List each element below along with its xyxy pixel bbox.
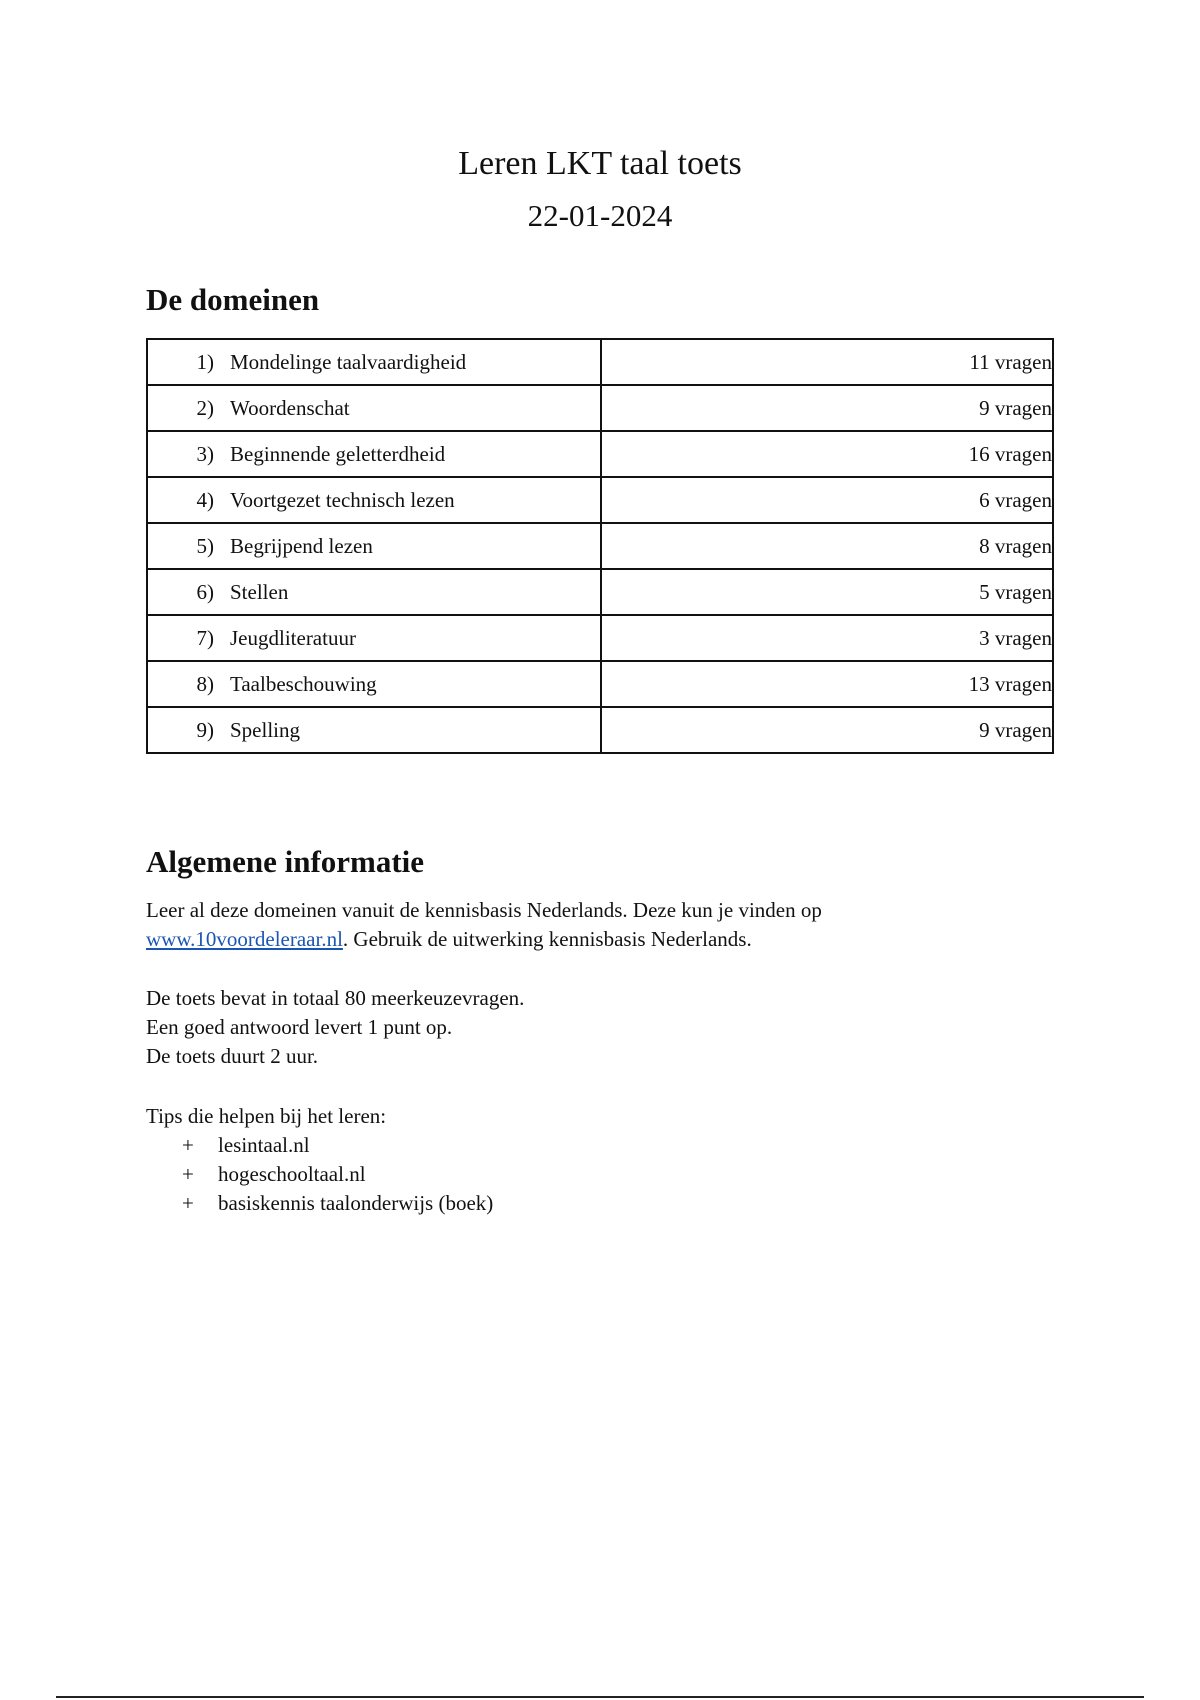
page-bottom-divider — [56, 1696, 1144, 1698]
info-paragraph-test — [146, 984, 524, 1071]
domain-name: Jeugdliteratuur — [230, 625, 356, 650]
domain-name-cell — [147, 569, 601, 615]
table-row — [147, 385, 1053, 431]
domain-number: 2) — [196, 395, 214, 420]
domain-count: 5 vragen — [601, 569, 1053, 615]
plus-bullet-icon: + — [182, 1191, 194, 1215]
domain-name-cell — [147, 523, 601, 569]
test-scoring: Een goed antwoord levert 1 punt op. — [146, 1015, 453, 1039]
table-row — [147, 615, 1053, 661]
list-item — [146, 1189, 493, 1218]
info-heading: Algemene informatie — [146, 844, 425, 879]
info-paragraph-source — [146, 896, 822, 954]
domain-number: 8) — [196, 671, 214, 696]
domain-name: Spelling — [230, 717, 301, 742]
domain-name-cell — [147, 477, 601, 523]
domain-count: 6 vragen — [601, 477, 1053, 523]
domain-name: Voortgezet technisch lezen — [230, 487, 455, 512]
plus-bullet-icon: + — [182, 1162, 194, 1186]
test-total-questions: De toets bevat in totaal 80 meerkeuzevragen. — [146, 986, 525, 1010]
list-item — [146, 1160, 493, 1189]
plus-bullet-icon: + — [182, 1133, 194, 1157]
domain-name-cell — [147, 661, 601, 707]
tips-intro: Tips die helpen bij het leren: — [146, 1104, 387, 1128]
source-line-2 — [146, 925, 822, 954]
domain-count: 8 vragen — [601, 523, 1053, 569]
table-row — [147, 707, 1053, 753]
domain-name-cell — [147, 339, 601, 385]
domain-number: 5) — [196, 533, 214, 558]
domain-name: Mondelinge taalvaardigheid — [230, 349, 467, 374]
source-line-2-text: . Gebruik de uitwerking kennisbasis Nederlands. — [342, 927, 752, 951]
domains-table — [146, 338, 1054, 754]
website-link[interactable]: www.10voordeleraar.nl — [146, 927, 343, 951]
domain-name: Taalbeschouwing — [230, 671, 377, 696]
table-row — [147, 431, 1053, 477]
domain-number: 4) — [196, 487, 214, 512]
document-title: Leren LKT taal toets — [458, 145, 742, 182]
tips-list — [146, 1131, 493, 1218]
domains-heading: De domeinen — [146, 282, 320, 317]
domain-name-cell — [147, 431, 601, 477]
table-row — [147, 477, 1053, 523]
table-row — [147, 569, 1053, 615]
domain-count: 11 vragen — [601, 339, 1053, 385]
domain-number: 3) — [196, 441, 214, 466]
domain-name: Woordenschat — [230, 395, 350, 420]
table-row — [147, 523, 1053, 569]
test-duration: De toets duurt 2 uur. — [146, 1044, 319, 1068]
domain-name: Stellen — [230, 579, 289, 604]
domain-number: 6) — [196, 579, 214, 604]
domain-count: 3 vragen — [601, 615, 1053, 661]
domain-name-cell — [147, 615, 601, 661]
domain-count: 13 vragen — [601, 661, 1053, 707]
document-date: 22-01-2024 — [527, 198, 673, 233]
domain-number: 7) — [196, 625, 214, 650]
domain-number: 1) — [196, 349, 214, 374]
domain-number: 9) — [196, 717, 214, 742]
domain-name: Beginnende geletterdheid — [230, 441, 446, 466]
tip-text: basiskennis taalonderwijs (boek) — [218, 1191, 494, 1215]
source-line-1: Leer al deze domeinen vanuit de kennisbasis Nederlands. Deze kun je vinden op — [146, 898, 822, 922]
tip-text: lesintaal.nl — [218, 1133, 310, 1157]
domain-count: 9 vragen — [601, 707, 1053, 753]
domain-name-cell — [147, 707, 601, 753]
domain-count: 16 vragen — [601, 431, 1053, 477]
domain-count: 9 vragen — [601, 385, 1053, 431]
domain-name: Begrijpend lezen — [230, 533, 373, 558]
domain-name-cell — [147, 385, 601, 431]
list-item — [146, 1131, 493, 1160]
table-row — [147, 339, 1053, 385]
tip-text: hogeschooltaal.nl — [218, 1162, 366, 1186]
table-row — [147, 661, 1053, 707]
